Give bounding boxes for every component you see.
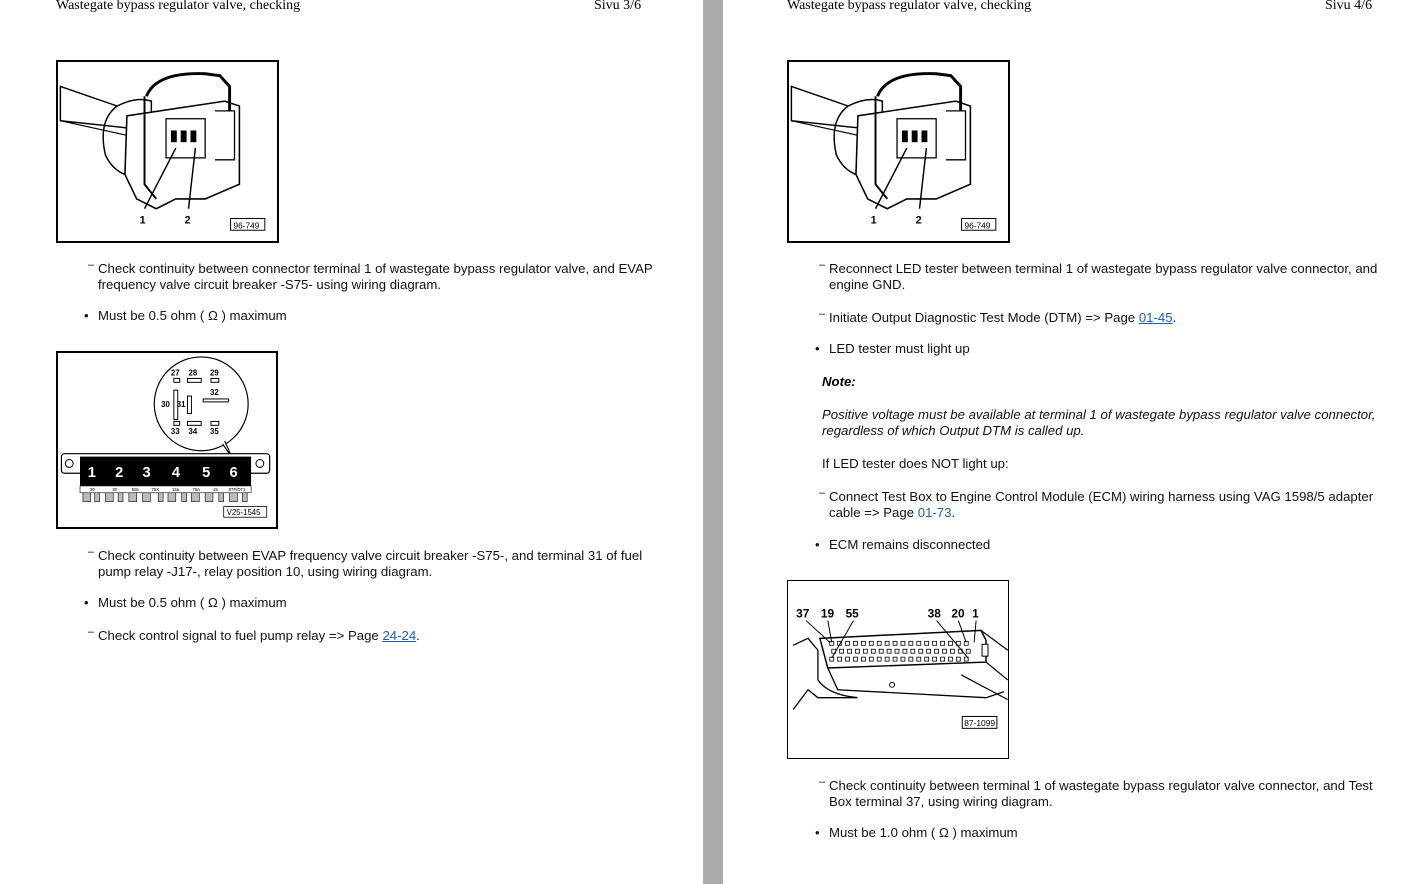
step-text: Check continuity between EVAP frequency valve circuit breaker -S75-, and terminal 31 of fuel pump relay -J17-, relay position 10, using wiring diagram. <box>98 548 643 579</box>
relay-position-4: 4 <box>171 465 181 482</box>
page-link-01-73[interactable]: 01-73 <box>917 505 952 520</box>
figure-code: 96-749 <box>233 220 260 231</box>
dash-marker: – <box>88 546 95 558</box>
punctuation: . <box>1172 310 1177 325</box>
dash-marker: – <box>88 626 95 638</box>
connector-illustration <box>789 62 1008 241</box>
relay-position-5: 5 <box>202 465 211 482</box>
terminal-31: 31 <box>176 399 186 409</box>
callout-19: 19 <box>820 606 835 621</box>
bullet-text: Must be 1.0 ohm ( Ω ) maximum <box>829 825 1018 840</box>
punctuation: . <box>416 628 420 643</box>
instruction-step <box>88 626 658 644</box>
punctuation: . <box>951 505 956 520</box>
bullet-text: Must be 0.5 ohm ( Ω ) maximum <box>98 595 287 610</box>
terminal-35: 35 <box>210 427 219 437</box>
bullet-text: LED tester must light up <box>829 341 970 356</box>
fuse-label: 15 <box>212 486 218 492</box>
relay-position-2: 2 <box>115 465 124 482</box>
bullet-item <box>815 341 970 357</box>
step-text: Check control signal to fuel pump relay => Page <box>98 628 383 643</box>
bullet-dot: • <box>815 341 820 356</box>
connector-figure <box>787 60 1010 243</box>
instruction-step <box>88 546 658 580</box>
relay-panel-illustration <box>58 353 276 527</box>
step-text: Check continuity between connector terminal 1 of wastegate bypass regulator valve, and EVAP frequency valve circuit breaker -S75- using wiring diagram. <box>98 261 653 292</box>
step-text: Check continuity between terminal 1 of wastegate bypass regulator valve connector, and Test Box terminal 37, using wiring diagram. <box>829 778 1373 809</box>
step-text: Reconnect LED tester between terminal 1 of wastegate bypass regulator valve connector, and engine GND. <box>829 261 1378 292</box>
ecm-connector-figure <box>787 580 1009 759</box>
condition-text: If LED tester does NOT light up: <box>822 456 1009 471</box>
figure-code: 96-749 <box>964 220 991 231</box>
fuse-label: 87F/DT1 <box>228 486 246 492</box>
fuse-label: 30 <box>89 486 95 492</box>
instruction-step <box>819 776 1389 810</box>
figure-code: V25-1545 <box>226 507 261 517</box>
bullet-item <box>84 308 287 324</box>
document-page-4 <box>723 0 1408 884</box>
note-text: Positive voltage must be available at terminal 1 of wastegate bypass regulator valve connector, regardless of which Output DTM is called up. <box>822 407 1376 438</box>
page-divider <box>703 0 723 884</box>
document-page-3 <box>0 0 703 884</box>
terminal-29: 29 <box>210 368 219 378</box>
connector-illustration <box>58 62 277 241</box>
callout-38: 38 <box>927 606 941 621</box>
step-text: Connect Test Box to Engine Control Module (ECM) wiring harness using VAG 1598/5 adapter cable => Page <box>829 489 1374 520</box>
bullet-text: Must be 0.5 ohm ( Ω ) maximum <box>98 308 287 323</box>
connector-figure <box>56 60 279 243</box>
callout-2: 2 <box>915 214 922 227</box>
bullet-dot: • <box>815 825 820 840</box>
fuse-label: 75X <box>151 486 160 492</box>
bullet-item <box>84 595 287 611</box>
step-text: Initiate Output Diagnostic Test Mode (DTM) => Page <box>829 310 1139 325</box>
page-number: Sivu 4/6 <box>1325 0 1373 13</box>
terminal-32: 32 <box>210 388 219 398</box>
terminal-30: 30 <box>161 399 170 409</box>
page-number: Sivu 3/6 <box>594 0 642 13</box>
terminal-27: 27 <box>170 368 180 378</box>
instruction-step <box>88 259 658 293</box>
dash-marker: – <box>819 487 826 499</box>
fuse-label: 15a <box>171 486 180 492</box>
page-link-01-45[interactable]: 01-45 <box>1138 310 1173 325</box>
relay-position-3: 3 <box>142 465 151 482</box>
callout-55: 55 <box>845 606 859 621</box>
bullet-item <box>815 825 1018 841</box>
terminal-33: 33 <box>170 427 180 437</box>
callout-37: 37 <box>796 606 810 621</box>
fuse-label: 58s <box>131 486 139 492</box>
note-heading: Note: <box>822 374 856 389</box>
bullet-item <box>815 537 991 553</box>
dash-marker: – <box>819 308 826 320</box>
instruction-step <box>819 487 1389 521</box>
instruction-step <box>819 259 1389 293</box>
ecm-connector-illustration <box>788 581 1008 758</box>
page-link-24-24[interactable]: 24-24 <box>382 628 417 643</box>
terminal-34: 34 <box>188 427 198 437</box>
callout-1: 1 <box>870 214 877 227</box>
relay-panel-figure <box>56 351 278 529</box>
dash-marker: – <box>819 259 826 271</box>
callout-1: 1 <box>972 606 979 621</box>
callout-20: 20 <box>951 606 965 621</box>
bullet-dot: • <box>84 595 89 610</box>
relay-position-1: 1 <box>87 465 96 482</box>
fuse-label: 75a <box>192 486 200 492</box>
page-header-title: Wastegate bypass regulator valve, checking <box>56 0 301 13</box>
page-header-title: Wastegate bypass regulator valve, checking <box>787 0 1032 13</box>
bullet-text: ECM remains disconnected <box>829 537 991 552</box>
dash-marker: – <box>819 776 826 788</box>
callout-2: 2 <box>184 214 191 227</box>
instruction-step <box>819 308 1389 326</box>
terminal-28: 28 <box>188 368 198 378</box>
relay-position-6: 6 <box>229 465 238 482</box>
figure-code: 87-1099 <box>964 717 996 728</box>
callout-1: 1 <box>139 214 146 227</box>
fuse-label: 30 <box>112 486 118 492</box>
bullet-dot: • <box>815 537 820 552</box>
dash-marker: – <box>88 259 95 271</box>
bullet-dot: • <box>84 308 89 323</box>
